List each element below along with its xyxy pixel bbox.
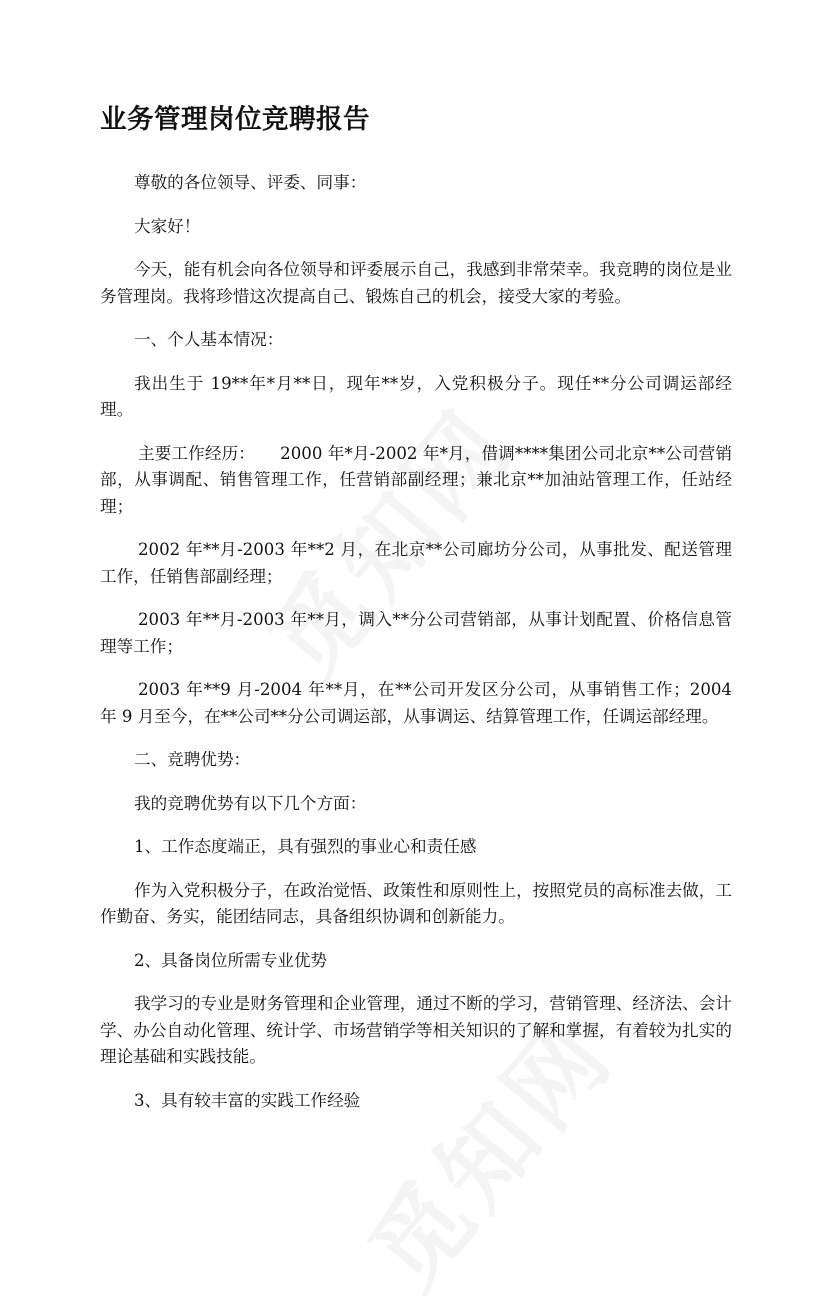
paragraph-intro: 今天，能有机会向各位领导和评委展示自己，我感到非常荣幸。我竞聘的岗位是业务管理岗。我将珍惜这次提高自己、锻炼自己的机会，接受大家的考验。 — [100, 260, 732, 306]
paragraph-work-history-2: 2002 年**月-2003 年**2 月，在北京**公司廊坊分公司，从事批发、配送管理工作，任销售部副经理； — [100, 540, 732, 586]
section-heading-advantages: 二、竞聘优势： — [134, 750, 251, 769]
paragraph-work-history-1: 主要工作经历： 2000 年*月-2002 年*月，借调****集团公司北京**公司营销部，从事调配、销售管理工作，任营销部副经理；兼北京**加油站管理工作，任站经理； — [100, 443, 732, 516]
paragraph-work-history-4: 2003 年**9 月-2004 年**月，在**公司开发区分公司，从事销售工作；2004 年 9 月至今，在**公司**分公司调运部，从事调运、结算管理工作，任调运部经理。 — [100, 680, 732, 726]
section-heading-basic-info: 一、个人基本情况： — [134, 330, 284, 349]
paragraph-advantage-2: 我学习的专业是财务管理和企业管理，通过不断的学习，营销管理、经济法、会计学、办公自动化管理、统计学、市场营销学等相关知识的了解和掌握，有着较为扎实的理论基础和实践技能。 — [100, 994, 732, 1066]
subheading-advantage-3: 3、具有较丰富的实践工作经验 — [134, 1090, 361, 1110]
subheading-advantage-2: 2、具备岗位所需专业优势 — [134, 950, 328, 970]
document-body — [100, 170, 732, 1114]
paragraph-birth-info: 我出生于 19**年*月**日，现年**岁，入党积极分子。现任**分公司调运部经理。 — [100, 373, 732, 419]
paragraph-advantage-1: 作为入党积极分子，在政治觉悟、政策性和原则性上，按照党员的高标准去做，工作勤奋、务实，能团结同志，具备组织协调和创新能力。 — [100, 880, 732, 926]
document-title: 业务管理岗位竞聘报告 — [100, 104, 370, 135]
paragraph-greeting: 大家好！ — [134, 216, 201, 236]
paragraph-salutation: 尊敬的各位领导、评委、同事： — [134, 173, 367, 192]
paragraph-work-history-3: 2003 年**月-2003 年**月，调入**分公司营销部，从事计划配置、价格信息管理等工作； — [100, 610, 732, 656]
subheading-advantage-1: 1、工作态度端正，具有强烈的事业心和责任感 — [134, 837, 477, 856]
paragraph-advantages-intro: 我的竞聘优势有以下几个方面： — [134, 793, 367, 813]
document-page — [100, 92, 732, 1131]
